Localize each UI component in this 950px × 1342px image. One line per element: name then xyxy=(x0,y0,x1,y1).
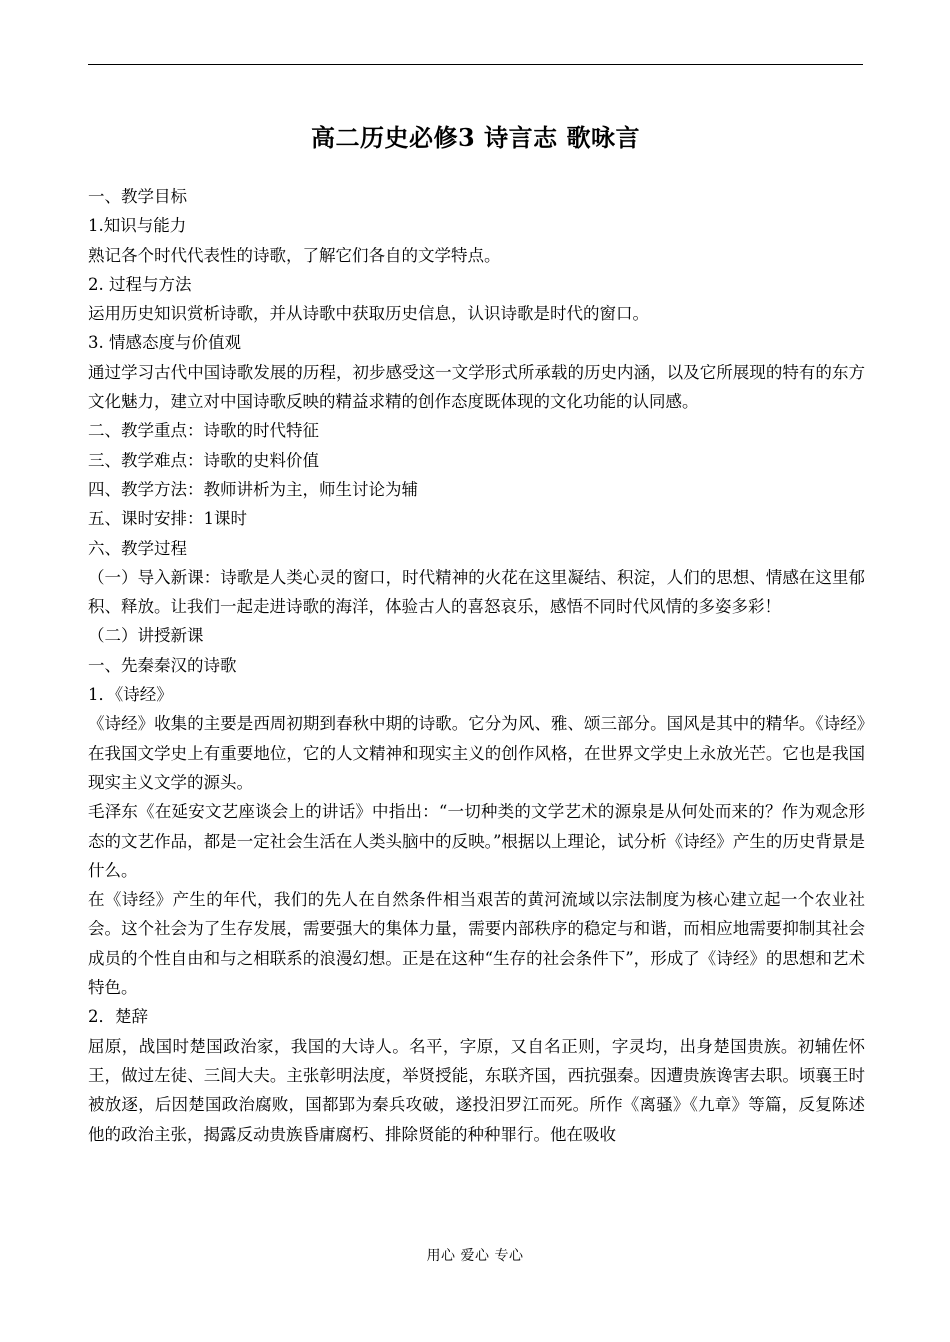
subheading-knowledge: 1.知识与能力 xyxy=(88,216,187,236)
section-heading-objectives: 一、教学目标 xyxy=(88,187,187,206)
section-heading-methods: 四、教学方法：教师讲析为主，师生讨论为辅 xyxy=(88,479,418,499)
section-heading-key-points: 二、教学重点：诗歌的时代特征 xyxy=(88,421,319,441)
page-footer: 用心 爱心 专心 xyxy=(426,1248,524,1264)
subheading-chuci: 2．楚辞 xyxy=(88,1007,148,1027)
section-heading-difficulties: 三、教学难点：诗歌的史料价值 xyxy=(88,450,319,470)
paragraph: （一）导入新课：诗歌是人类心灵的窗口，时代精神的火花在这里凝结、积淀，人们的思想、情感在这里郁积、释放。让我们一起走进诗歌的海洋，体验古人的喜怒哀乐，感悟不同时代风情的多姿多彩！ xyxy=(88,567,865,617)
paragraph: 屈原，战国时楚国政治家，我国的大诗人。名平，字原，又自名正则，字灵均，出身楚国贵族。初辅佐怀王，做过左徒、三闾大夫。主张彰明法度，举贤授能，东联齐国，西抗强秦。因遭贵族谗害去职。顷襄王时被放逐，后因楚国政治腐败，国都郢为秦兵攻破，遂投汨罗江而死。所作《离骚》《九章》等篇，反复陈述他的政治主张，揭露反动贵族昏庸腐朽、排除贤能的种种罪行。他在吸收 xyxy=(88,1036,865,1144)
document-body xyxy=(88,182,865,1149)
header-rule xyxy=(88,64,863,65)
paragraph: 熟记各个时代代表性的诗歌，了解它们各自的文学特点。 xyxy=(88,245,501,265)
paragraph: 毛泽东《在延安文艺座谈会上的讲话》中指出：“一切种类的文学艺术的源泉是从何处而来的？作为观念形态的文艺作品，都是一定社会生活在人类头脑中的反映。”根据以上理论，试分析《诗经》产生的历史背景是什么。 xyxy=(88,802,865,880)
section-heading-schedule: 五、课时安排：1课时 xyxy=(88,509,247,529)
paragraph: 《诗经》收集的主要是西周初期到春秋中期的诗歌。它分为风、雅、颂三部分。国风是其中的精华。《诗经》在我国文学史上有重要地位，它的人文精神和现实主义的创作风格，在世界文学史上永放光芒。它也是我国现实主义文学的源头。 xyxy=(88,714,865,792)
subheading-values: 3. 情感态度与价值观 xyxy=(88,333,241,353)
section-heading-process: 六、教学过程 xyxy=(88,538,187,558)
paragraph: 通过学习古代中国诗歌发展的历程，初步感受这一文学形式所承载的历史内涵，以及它所展现的特有的东方文化魅力，建立对中国诗歌反映的精益求精的创作态度既体现的文化功能的认同感。 xyxy=(88,362,865,412)
paragraph: 在《诗经》产生的年代，我们的先人在自然条件相当艰苦的黄河流域以宗法制度为核心建立起一个农业社会。这个社会为了生存发展，需要强大的集体力量，需要内部秩序的稳定与和谐，而相应地需要抑制其社会成员的个性自由和与之相联系的浪漫幻想。正是在这种“生存的社会条件下”，形成了《诗经》的思想和艺术特色。 xyxy=(88,890,865,998)
section-heading-pre-qin: 一、先秦秦汉的诗歌 xyxy=(88,655,237,675)
subheading-shijing: 1．《诗经》 xyxy=(88,685,173,705)
paragraph: 运用历史知识赏析诗歌，并从诗歌中获取历史信息，认识诗歌是时代的窗口。 xyxy=(88,304,649,324)
page-title: 高二历史必修3 诗言志 歌咏言 xyxy=(311,123,640,152)
subheading-process: 2. 过程与方法 xyxy=(88,274,192,294)
subheading-new-lesson: （二）讲授新课 xyxy=(88,626,204,646)
